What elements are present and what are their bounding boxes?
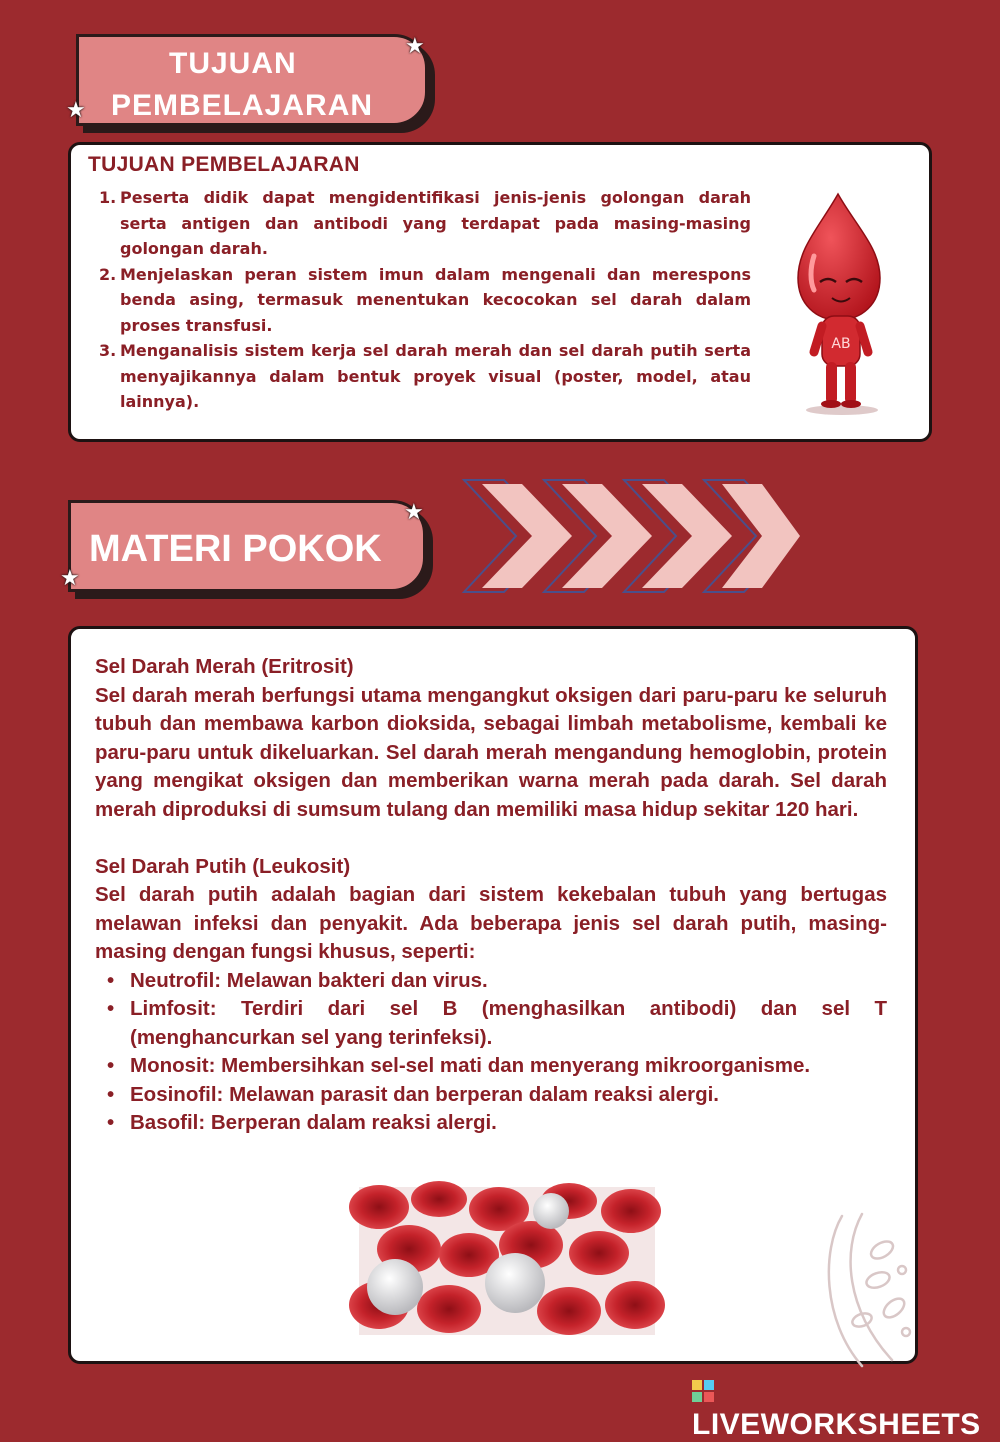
bullet-icon: • [107,968,115,992]
mascot-badge: AB [831,336,851,352]
goal-text: Peserta didik dapat mengidentifikasi jenis-jenis golongan darah serta antigen dan antibodi yang terdapat pada masing-masing golongan darah. [120,188,751,258]
bullet-text: Limfosit: Terdiri dari sel B (menghasilkan antibodi) dan sel T (menghancurkan sel yang terinfeksi). [130,997,887,1049]
wbc-title: Sel Darah Putih (Leukosit) [95,854,351,878]
bullet-icon: • [107,997,115,1020]
rbc-title: Sel Darah Merah (Eritrosit) [95,655,354,678]
list-item [99,262,751,339]
bullet-icon: • [107,1111,115,1134]
star-icon: ★ [404,500,424,525]
star-icon: ★ [60,566,80,591]
bullet-text: Basofil: Berperan dalam reaksi alergi. [130,1111,497,1134]
rbc-paragraph: Sel darah merah berfungsi utama mengangkut oksigen dari paru-paru ke seluruh tubuh dan membawa karbon dioksida, sebagai limbah metabolisme, kembali ke paru-paru untuk dikeluarkan. Sel darah merah mengandung hemoglobin, protein yang mengikat oksigen dan memberikan warna merah pada darah. Sel darah merah diproduksi di sumsum tulang dan memiliki masa hidup sekitar 120 hari. [95,683,887,821]
goal-text: Menjelaskan peran sistem imun dalam mengenali dan merespons benda asing, termasuk menentukan kecocokan sel darah dalam proses transfusi. [120,264,751,335]
brand-text: LIVEWORKSHEETS [692,1408,981,1441]
liveworksheets-brand[interactable] [692,1374,1000,1442]
tag-line-1: TUJUAN [169,47,297,80]
goals-heading: TUJUAN PEMBELAJARAN [88,153,360,176]
materi-card [68,626,918,1364]
bullet-text: Eosinofil: Melawan parasit dan berperan dalam reaksi alergi. [130,1082,720,1106]
goal-number: 1. [99,188,117,207]
goal-number: 2. [99,264,117,284]
goals-list [99,185,751,415]
list-item [107,1052,887,1081]
goal-text: Menganalisis sistem kerja sel darah merah dan sel darah putih serta menyajikannya dalam bentuk proyek visual (poster, model, atau lainnya). [120,341,751,411]
chevron-arrow-icon [722,484,800,588]
wbc-paragraph: Sel darah putih adalah bagian dari sistem kekebalan tubuh yang bertugas melawan infeksi dan penyakit. Ada beberapa jenis sel darah putih, masing-masing dengan fungsi khusus, seperti: [95,883,887,963]
blood-cells-photo [359,1187,655,1335]
list-item [99,185,751,262]
blood-drop-mascot [780,186,900,416]
wbc-types-list [107,967,887,1138]
chevron-arrows-decoration [460,476,805,596]
liveworksheets-logo-icon [692,1380,714,1402]
tag-line-2: PEMBELAJARAN [111,89,374,122]
materi-pokok-tag: MATERI POKOK [68,500,426,592]
bullet-text: Monosit: Membersihkan sel-sel mati dan menyerang mikroorganisme. [130,1054,811,1077]
chevron-arrow-icon [562,484,652,588]
list-item [107,967,887,996]
list-item [99,338,751,415]
chevron-arrow-icon [482,484,572,588]
list-item [107,1081,887,1110]
materi-content [95,653,887,1138]
cell-doodle-decoration [802,1210,922,1370]
bullet-text: Neutrofil: Melawan bakteri dan virus. [130,968,488,992]
tujuan-pembelajaran-tag [76,34,428,126]
bullet-icon: • [107,1082,115,1106]
list-item [107,995,887,1052]
star-icon: ★ [405,34,425,59]
chevron-arrow-icon [642,484,732,588]
star-icon: ★ [66,98,86,123]
list-item [107,1109,887,1138]
bullet-icon: • [107,1054,115,1077]
goal-number: 3. [99,341,117,360]
